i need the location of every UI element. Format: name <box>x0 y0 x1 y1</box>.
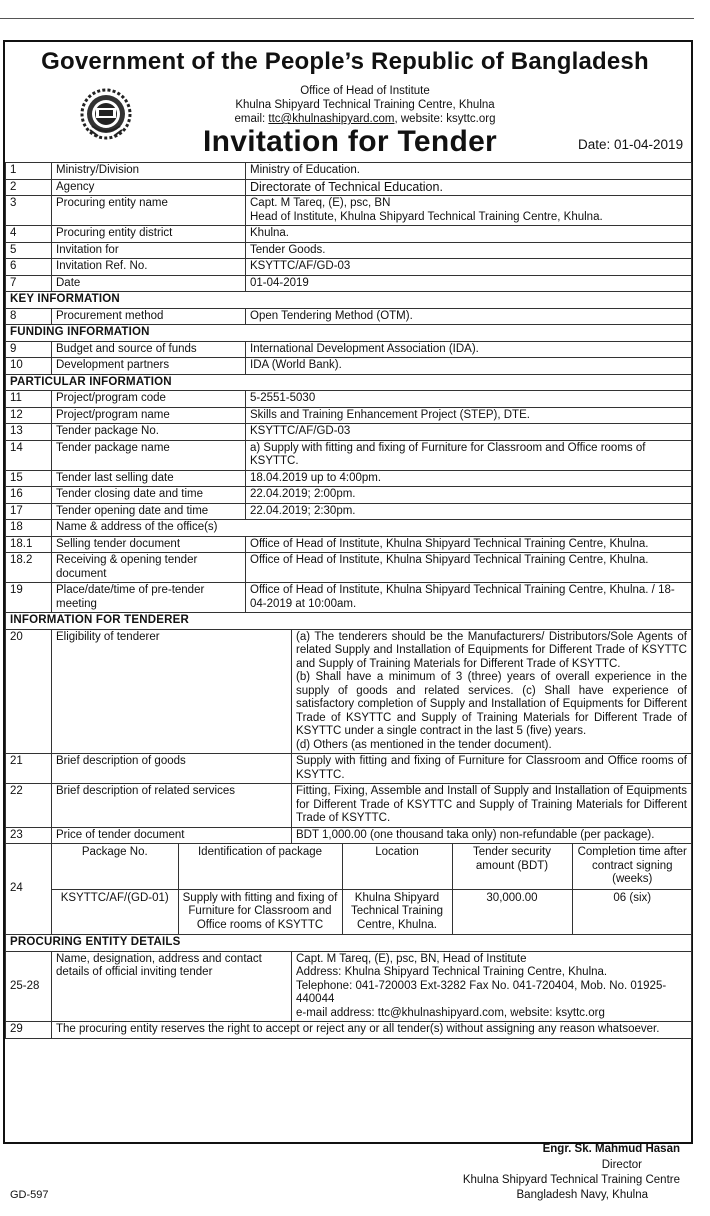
table-row: 14 Tender package name a) Supply with fitting and fixing of Furniture for Classroom and Office rooms of KSYTTC. <box>6 440 692 470</box>
table-row: 16 Tender closing date and time 22.04.2019; 2:00pm. <box>6 487 692 504</box>
document-date: Date: 01-04-2019 <box>578 137 684 152</box>
section-heading: PROCURING ENTITY DETAILS <box>6 935 692 952</box>
table-row: 11 Project/program code 5-2551-5030 <box>6 391 692 408</box>
table-row: 6 Invitation Ref. No. KSYTTC/AF/GD-03 <box>6 259 692 276</box>
table-row: 17 Tender opening date and time 22.04.2019; 2:30pm. <box>6 503 692 520</box>
website-text: , website: ksyttc.org <box>394 113 496 125</box>
table-row: 19 Place/date/time of pre-tender meeting Office of Head of Institute, Khulna Shipyard Technical Training Centre, Khulna. / 18-04-2019 at 10:00am. <box>6 583 692 613</box>
table-row: 15 Tender last selling date 18.04.2019 up to 4:00pm. <box>6 470 692 487</box>
table-row: 13 Tender package No. KSYTTC/AF/GD-03 <box>6 424 692 441</box>
contact-line <box>120 112 610 126</box>
institute-line: Khulna Shipyard Technical Training Centre, Khulna <box>235 99 495 111</box>
goods-row: 21 Brief description of goods Supply with fitting and fixing of Furniture for Classroom and Office rooms of KSYTTC. <box>6 754 692 784</box>
email-link[interactable]: ttc@khulnashipyard.com <box>268 113 395 125</box>
table-row: 3 Procuring entity name Capt. M Tareq, (E), psc, BN Head of Institute, Khulna Shipyard Technical Training Centre, Khulna. <box>6 196 692 226</box>
top-rule <box>0 18 694 19</box>
email-prefix: email: <box>234 113 269 125</box>
table-row: 18 Name & address of the office(s) <box>6 520 692 537</box>
signatory-org: Khulna Shipyard Technical Training Centre <box>462 1174 680 1186</box>
table-row: 2 Agency Directorate of Technical Education. <box>6 179 692 196</box>
package-table: Package No. Identification of package Location Tender security amount (BDT) Completion time after contract signing (weeks) KSYTTC/AF/(GD-01) Supply with fitting and fixing of Furniture for Classroom and Office rooms of KSYTTC Khulna Shipyard Technical Training Centre, Khulna. 30,000.00 06 (six) <box>52 844 692 934</box>
table-row: 12 Project/program name Skills and Training Enhancement Project (STEP), DTE. <box>6 407 692 424</box>
signatory-title: Director <box>601 1159 642 1171</box>
table-row: 5 Invitation for Tender Goods. <box>6 242 692 259</box>
reserve-row: 29 The procuring entity reserves the right to accept or reject any or all tender(s) without assigning any reason whatsoever. <box>6 1022 692 1039</box>
tender-table <box>5 162 692 1039</box>
signatory-navy: Bangladesh Navy, Khulna <box>516 1189 648 1201</box>
table-row: 18.2 Receiving & opening tender document Office of Head of Institute, Khulna Shipyard Technical Training Centre, Khulna. <box>6 553 692 583</box>
section-heading: PARTICULAR INFORMATION <box>6 374 692 391</box>
table-row: 9 Budget and source of funds International Development Association (IDA). <box>6 341 692 358</box>
office-line: Office of Head of Institute <box>300 85 430 97</box>
section-heading: INFORMATION FOR TENDERER <box>6 613 692 630</box>
table-row: 4 Procuring entity district Khulna. <box>6 226 692 243</box>
government-title: Government of the People’s Republic of Bangladesh <box>41 48 649 75</box>
signatory-name: Engr. Sk. Mahmud Hasan <box>542 1143 680 1155</box>
institute-logo <box>78 86 134 142</box>
table-row: 8 Procurement method Open Tendering Method (OTM). <box>6 308 692 325</box>
table-row: 7 Date 01-04-2019 <box>6 275 692 292</box>
eligibility-row: 20 Eligibility of tenderer (a) The tenderers should be the Manufacturers/ Distributors/Sole Agents of related Supply and Installation of Equipments for Different Trade of KSYTTC and Supply of Training Materials for Different Trade of KSYTTC. (b) Shall have a minimum of 3 (three) years of overall experience in the supply of goods and related services. (c) Shall have experience of satisfactory completion of Supply and Installation of Equipments for Different Trade of KSYTTC and Supply of Training Materials for Different Trade of KSYTTC under a single contract in the last 5 (five) years. (d) Others (as mentioned in the tender document). <box>6 629 692 754</box>
table-row: 10 Development partners IDA (World Bank). <box>6 358 692 375</box>
footer-code: GD-597 <box>10 1189 49 1201</box>
invitation-title: Invitation for Tender <box>202 125 498 158</box>
services-row: 22 Brief description of related services Fitting, Fixing, Assemble and Install of Supply and Installation of Equipments for Different Trade of KSYTTC and Supply of Training Materials for Different Trade of KSYTTC. <box>6 784 692 828</box>
entity-row: 25-28 Name, designation, address and contact details of official inviting tender Capt. M Tareq, (E), psc, BN, Head of Institute Address: Khulna Shipyard Technical Training Centre, Khulna. Telephone: 041-720003 Ext-3282 Fax No. 041-720404, Mob. No. 01925-440044 e-mail address: ttc@khulnashipyard.com, website: ksyttc.org <box>6 951 692 1022</box>
package-row: 24 Package No. Identification of package Location Tender security amount (BDT) Completion time after contract signing (weeks) KSYTTC/AF/(GD-01) Supply with fitting and fixing of Furniture for Classroom and Office rooms of KSYTTC Khulna Shipyard Technical Training Centre, Khulna. 30,000.00 06 (six) <box>6 844 692 935</box>
price-row: 23 Price of tender document BDT 1,000.00 (one thousand taka only) non-refundable (per package). <box>6 827 692 844</box>
section-heading: FUNDING INFORMATION <box>6 325 692 342</box>
section-heading: KEY INFORMATION <box>6 292 692 309</box>
table-row: 1 Ministry/Division Ministry of Education. <box>6 163 692 180</box>
table-row: 18.1 Selling tender document Office of Head of Institute, Khulna Shipyard Technical Training Centre, Khulna. <box>6 536 692 553</box>
